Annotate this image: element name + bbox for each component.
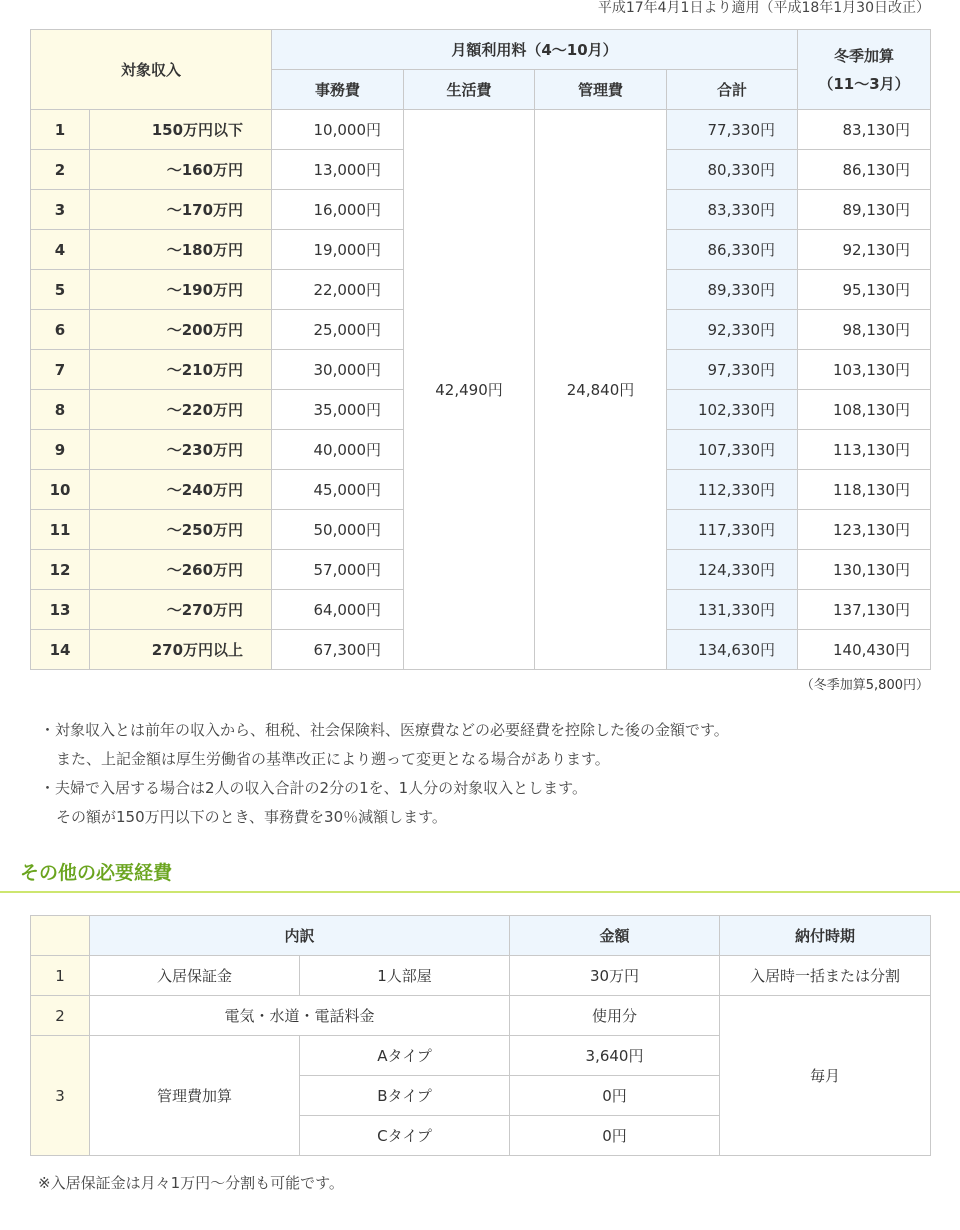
expense-detail: 1人部屋 [300,956,510,996]
total-fee-value: 80,330円 [667,150,798,190]
other-expenses-table [30,915,931,1156]
winter-fee-value: 86,130円 [798,150,931,190]
income-bracket: 〜160万円 [90,150,272,190]
admin-fee-value: 30,000円 [272,350,404,390]
header-breakdown: 内訳 [90,916,510,956]
total-fee-value: 124,330円 [667,550,798,590]
total-fee-value: 77,330円 [667,110,798,150]
header-blank [31,916,90,956]
table-row [31,110,931,150]
row-number: 3 [31,190,90,230]
expense-type: Cタイプ [300,1116,510,1156]
expense-amount: 0円 [510,1116,720,1156]
winter-fee-value: 103,130円 [798,350,931,390]
winter-fee-value: 130,130円 [798,550,931,590]
header-winter-line1: 冬季加算 [834,46,895,65]
header-admin-fee: 事務費 [272,70,404,110]
income-bracket: 270万円以上 [90,630,272,670]
notes [40,716,729,832]
expense-amount: 0円 [510,1076,720,1116]
winter-fee-value: 140,430円 [798,630,931,670]
row-number: 14 [31,630,90,670]
total-fee-value: 112,330円 [667,470,798,510]
total-fee-value: 97,330円 [667,350,798,390]
note-line: ・対象収入とは前年の収入から、租税、社会保険料、医療費などの必要経費を控除した後の金額です。 [40,721,729,739]
admin-fee-value: 50,000円 [272,510,404,550]
section-divider [0,891,960,893]
header-amount: 金額 [510,916,720,956]
admin-fee-value: 40,000円 [272,430,404,470]
expense-amount: 3,640円 [510,1036,720,1076]
note-line: また、上記金額は厚生労働省の基準改正により遡って変更となる場合があります。 [56,750,610,768]
header-income: 対象収入 [31,30,272,110]
total-fee-value: 102,330円 [667,390,798,430]
table-row [31,996,931,1036]
income-bracket: 〜200万円 [90,310,272,350]
total-fee-value: 107,330円 [667,430,798,470]
winter-surcharge-note: （冬季加算5,800円） [800,678,929,693]
expense-amount: 30万円 [510,956,720,996]
total-fee-value: 89,330円 [667,270,798,310]
expense-type: Aタイプ [300,1036,510,1076]
effective-date: 平成17年4月1日より適用（平成18年1月30日改正） [597,0,930,16]
expense-item: 管理費加算 [90,1036,300,1156]
expense-amount: 使用分 [510,996,720,1036]
table-row [31,956,931,996]
winter-fee-value: 123,130円 [798,510,931,550]
row-number: 5 [31,270,90,310]
living-fee-value: 42,490円 [404,110,535,670]
winter-fee-value: 113,130円 [798,430,931,470]
header-winter-line2: （11〜3月） [818,74,910,93]
winter-fee-value: 108,130円 [798,390,931,430]
note-line: その額が150万円以下のとき、事務費を30％減額します。 [56,808,447,826]
admin-fee-value: 67,300円 [272,630,404,670]
row-number: 13 [31,590,90,630]
row-number: 1 [31,110,90,150]
row-number: 3 [31,1036,90,1156]
row-number: 8 [31,390,90,430]
total-fee-value: 134,630円 [667,630,798,670]
winter-fee-value: 89,130円 [798,190,931,230]
expense-timing: 入居時一括または分割 [720,956,931,996]
income-bracket: 〜270万円 [90,590,272,630]
total-fee-value: 131,330円 [667,590,798,630]
income-bracket: 〜210万円 [90,350,272,390]
income-bracket: 〜220万円 [90,390,272,430]
section-title-other-expenses: その他の必要経費 [20,862,173,884]
admin-fee-value: 57,000円 [272,550,404,590]
winter-fee-value: 92,130円 [798,230,931,270]
income-bracket: 〜180万円 [90,230,272,270]
winter-fee-value: 83,130円 [798,110,931,150]
row-number: 9 [31,430,90,470]
admin-fee-value: 64,000円 [272,590,404,630]
note-line: ・夫婦で入居する場合は2人の収入合計の2分の1を、1人分の対象収入とします。 [40,779,587,797]
expense-timing: 毎月 [720,996,931,1156]
header-monthly-fee: 月額利用料（4〜10月） [272,30,798,70]
row-number: 11 [31,510,90,550]
row-number: 7 [31,350,90,390]
income-bracket: 〜190万円 [90,270,272,310]
total-fee-value: 86,330円 [667,230,798,270]
footnote: ※入居保証金は月々1万円〜分割も可能です。 [38,1174,344,1192]
income-bracket: 〜170万円 [90,190,272,230]
row-number: 10 [31,470,90,510]
expense-item: 電気・水道・電話料金 [90,996,510,1036]
income-bracket: 〜240万円 [90,470,272,510]
admin-fee-value: 25,000円 [272,310,404,350]
income-bracket: 150万円以下 [90,110,272,150]
total-fee-value: 92,330円 [667,310,798,350]
expense-type: Bタイプ [300,1076,510,1116]
header-management-fee: 管理費 [535,70,667,110]
admin-fee-value: 45,000円 [272,470,404,510]
income-bracket: 〜260万円 [90,550,272,590]
row-number: 12 [31,550,90,590]
row-number: 2 [31,996,90,1036]
admin-fee-value: 19,000円 [272,230,404,270]
total-fee-value: 117,330円 [667,510,798,550]
header-living-fee: 生活費 [404,70,535,110]
admin-fee-value: 16,000円 [272,190,404,230]
income-bracket: 〜250万円 [90,510,272,550]
winter-fee-value: 137,130円 [798,590,931,630]
header-total: 合計 [667,70,798,110]
management-fee-value: 24,840円 [535,110,667,670]
fee-table-body [31,110,931,670]
row-number: 2 [31,150,90,190]
row-number: 6 [31,310,90,350]
header-timing: 納付時期 [720,916,931,956]
total-fee-value: 83,330円 [667,190,798,230]
admin-fee-value: 10,000円 [272,110,404,150]
row-number: 1 [31,956,90,996]
monthly-fee-table [30,29,931,670]
winter-fee-value: 95,130円 [798,270,931,310]
winter-fee-value: 98,130円 [798,310,931,350]
header-winter-surcharge [798,30,931,110]
winter-fee-value: 118,130円 [798,470,931,510]
row-number: 4 [31,230,90,270]
expense-item: 入居保証金 [90,956,300,996]
admin-fee-value: 35,000円 [272,390,404,430]
admin-fee-value: 22,000円 [272,270,404,310]
admin-fee-value: 13,000円 [272,150,404,190]
income-bracket: 〜230万円 [90,430,272,470]
